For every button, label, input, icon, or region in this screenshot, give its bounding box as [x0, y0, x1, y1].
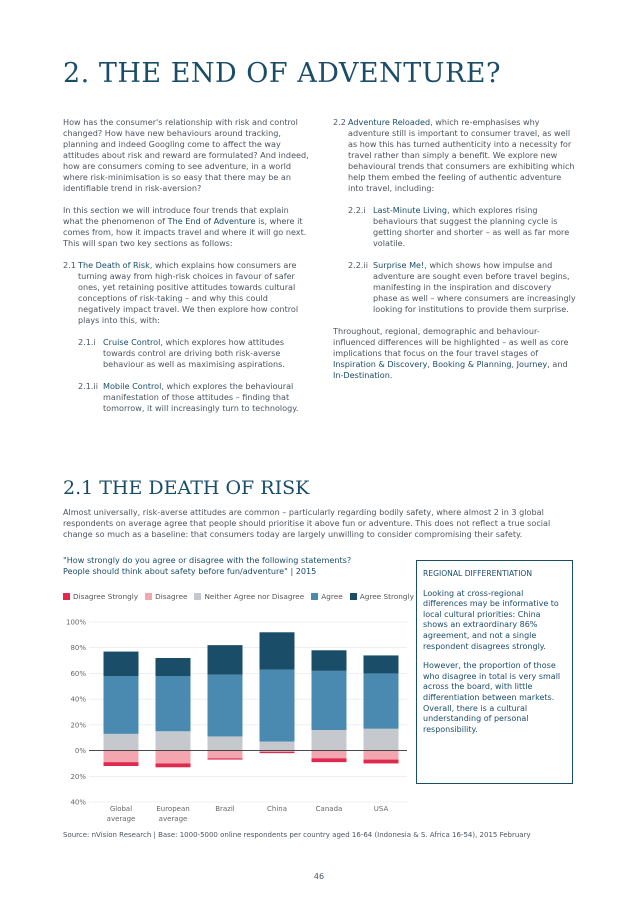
item-text [373, 205, 576, 249]
box-paragraph-3: Overall, there is a cultural understanding of personal responsibility. [423, 703, 529, 734]
stage-in-destination: In-Destination [333, 370, 390, 380]
bar-segment [364, 729, 399, 751]
bar-segment [208, 736, 243, 750]
bar-segment [156, 658, 191, 676]
intro-paragraph: How has the consumer's relationship with risk and control changed? How have new behaviours around tracking, planning and indeed Googling come to affect the way attitudes about risk and reward are formulated? And indeed, how are consumers coming to see adventure, in a world where risk-minimisation is so easy that there may be an identifiable trend in risk-aversion? [63, 117, 309, 193]
chart-legend [63, 592, 423, 601]
section-overview-paragraph [63, 205, 309, 249]
y-tick-label: 100% [65, 618, 86, 627]
section-lead: Almost universally, risk-averse attitudes are common – particularly regarding bodily safety, where almost 2 in 3 global respondents on average agree that people should prioritise it above fun or adventure. This does not reflect a true social change so much as a baseline: that consumers today are largely unwilling to consider compromising their safety. [63, 507, 551, 539]
item-number: 2.1.ii [78, 381, 98, 391]
bar-segment [104, 751, 139, 763]
bar-segment [208, 645, 243, 675]
overview-text-end: is, where it comes from, how it impacts travel and where it will go next. This will span two key sections as follows: [63, 216, 307, 248]
bar-segment [364, 760, 399, 764]
item-name: Adventure Reloaded [348, 117, 431, 127]
box-text-2: However, the proportion of those who disagree in total is very small across the board, with little differentiation between markets. [423, 661, 561, 702]
bar-segment [260, 632, 295, 669]
legend-item [63, 592, 138, 601]
bar-segment [208, 751, 243, 759]
item-text [78, 260, 309, 326]
item-name: Surprise Me! [373, 260, 425, 270]
y-tick-label: 40% [70, 695, 86, 704]
bar-segment [104, 652, 139, 676]
chart-title-line-1: "How strongly do you agree or disagree with the following statements? [63, 555, 352, 565]
box-paragraph-2 [423, 661, 566, 703]
bar-segment [364, 673, 399, 728]
item-desc: , which re-emphasises why adventure still is important to consumer travel, as well as how this has turned authenticity into a necessity for travel rather than simply a benefit. We explore new behavioural trends that consumers are exhibiting which help them embed the feeling of authentic adventure into travel, including: [348, 117, 575, 193]
separator: , and [547, 359, 568, 369]
stage-booking: Booking & Planning [432, 359, 512, 369]
bar-segment [260, 670, 295, 742]
list-item-2-2-ii [348, 260, 576, 315]
item-number: 2.2.ii [348, 260, 368, 270]
bar-segment [312, 751, 347, 759]
bar-segment [104, 734, 139, 751]
item-desc: , which explores rising behaviours that suggest the planning cycle is getting shorter and shorter – as well as far more volatile. [373, 205, 570, 248]
regional-differentiation-box [416, 560, 573, 784]
item-text [103, 381, 309, 414]
item-desc: , which explores the behavioural manifestation of those attitudes – finding that tomorrow, it will increasingly turn to technology. [103, 381, 299, 413]
chart-title-line-2: People should think about safety before fun/adventure" | 2015 [63, 566, 317, 576]
x-tick-label: USA [373, 805, 389, 813]
legend-swatch [350, 593, 357, 600]
item-name: Mobile Control [103, 381, 162, 391]
y-tick-label: 40% [70, 798, 86, 807]
item-text [373, 260, 576, 315]
item-number: 2.1.i [78, 337, 96, 347]
bar-segment [156, 731, 191, 750]
x-tick-label: European [156, 805, 190, 813]
legend-label: Neither Agree nor Disagree [204, 592, 305, 601]
closing-paragraph [333, 326, 576, 381]
legend-item [145, 592, 187, 601]
bar-segment [104, 676, 139, 734]
item-text [103, 337, 309, 370]
x-tick-label: China [267, 805, 287, 813]
y-tick-label: 20% [70, 721, 86, 730]
x-tick-label: Brazil [215, 805, 235, 813]
bar-segment [156, 763, 191, 767]
bar-segment [208, 675, 243, 737]
item-name: Last-Minute Living [373, 205, 448, 215]
y-tick-label: 80% [70, 644, 86, 653]
list-item-2-1-ii [78, 381, 309, 414]
bar-segment [260, 742, 295, 751]
bar-segment [156, 676, 191, 731]
item-desc: , which shows how impulse and adventure are sought even before travel begins, manifesting in the inspiration and discovery phase as well – where consumers are increasingly looking for institutions to provide them surprise. [373, 260, 576, 314]
separator: , [511, 359, 517, 369]
stacked-bar-chart [55, 610, 410, 830]
source-note: Source: nVision Research | Base: 1000-5000 online respondents per country aged 16-64 (Indonesia & S. Africa 16-54), 2015 February [63, 831, 531, 839]
page-number: 46 [313, 872, 325, 881]
legend-item [311, 592, 342, 601]
legend-swatch [194, 593, 201, 600]
x-tick-label: Canada [315, 805, 343, 813]
bar-segment [260, 752, 295, 753]
item-text [348, 117, 576, 194]
stage-journey: Journey [516, 359, 548, 369]
item-desc: , which explains how consumers are turning away from high-risk choices in favour of safer ones, yet retaining positive attitudes towards cultural conceptions of risk-taking – and why this could negatively impact travel. We then explore how control plays into this, with: [78, 260, 299, 325]
y-tick-label: 0% [74, 747, 86, 756]
legend-label: Disagree [155, 592, 188, 601]
x-tick-label: average [158, 815, 188, 823]
overview-text: In this section we will introduce four trends that explain what the phenomenon of [63, 205, 289, 226]
list-item-2-2 [333, 117, 576, 194]
legend-swatch [63, 593, 70, 600]
bar-segment [312, 671, 347, 730]
y-tick-label: 20% [70, 772, 86, 781]
x-tick-label: average [106, 815, 136, 823]
item-number: 2.2.i [348, 205, 366, 215]
bar-segment [156, 751, 191, 764]
bar-segment [312, 758, 347, 762]
section-title: 2.1 THE DEATH OF RISK [63, 477, 310, 499]
chart-title [63, 555, 403, 577]
bar-segment [104, 762, 139, 766]
list-item-2-1 [63, 260, 309, 326]
x-tick-label: Global [109, 805, 133, 813]
item-name: The Death of Risk [78, 260, 150, 270]
left-column [63, 117, 309, 425]
legend-item [194, 592, 304, 601]
box-paragraph-1: Looking at cross-regional differences may be informative to local cultural priorities: China shows an extraordinary 86% agreement, and not a single respondent disagrees strongly. [423, 588, 559, 651]
list-item-2-1-i [78, 337, 309, 370]
legend-label: Agree [321, 592, 343, 601]
stage-inspiration: Inspiration & Discovery [333, 359, 428, 369]
legend-swatch [311, 593, 318, 600]
bar-segment [312, 730, 347, 751]
item-name: Cruise Control [103, 337, 161, 347]
list-item-2-2-i [348, 205, 576, 249]
trend-name: The End of Adventure [167, 216, 256, 226]
page-title: 2. THE END OF ADVENTURE? [63, 58, 501, 89]
bar-segment [312, 650, 347, 671]
legend-item [350, 592, 414, 601]
separator: , [427, 359, 433, 369]
bar-segment [364, 751, 399, 760]
bar-segment [208, 758, 243, 759]
closing-text: Throughout, regional, demographic and behaviour-influenced differences will be highlighted – as well as core implications that focus on the four travel stages of [333, 326, 569, 358]
legend-label: Agree Strongly [359, 592, 414, 601]
item-desc: , which explores how attitudes towards control are driving both risk-averse behaviour as well as maximising aspirations. [103, 337, 285, 369]
bar-segment [364, 655, 399, 673]
item-number: 2.2 [333, 117, 346, 127]
y-tick-label: 60% [70, 669, 86, 678]
box-title: REGIONAL DIFFERENTIATION [423, 569, 533, 578]
right-column [333, 117, 576, 392]
closing-period: . [389, 370, 393, 380]
legend-label: Disagree Strongly [73, 592, 139, 601]
legend-swatch [145, 593, 152, 600]
item-number: 2.1 [63, 260, 76, 270]
